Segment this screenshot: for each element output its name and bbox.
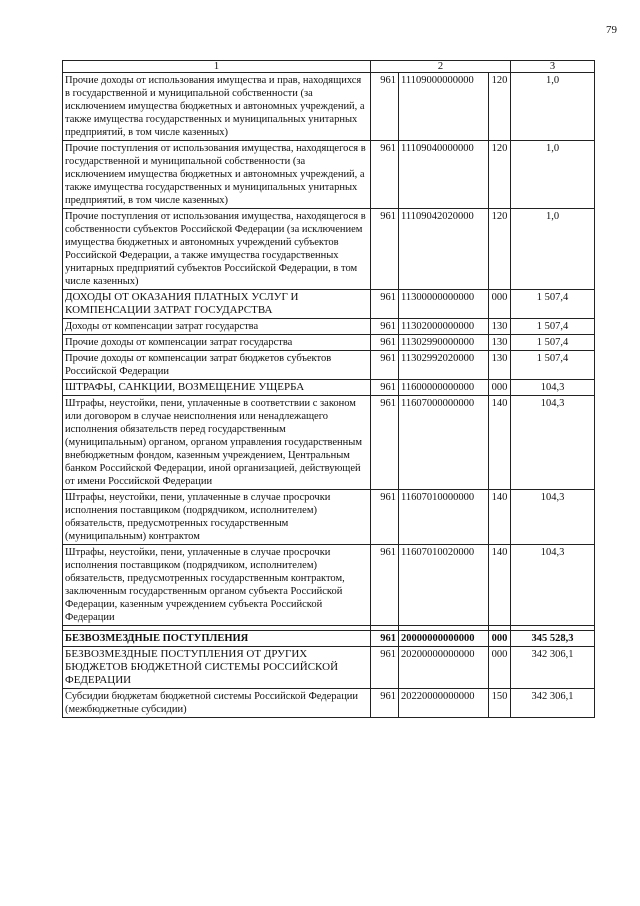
amount: 345 528,3 bbox=[511, 631, 595, 647]
table-row bbox=[63, 209, 595, 290]
row-description: Штрафы, неустойки, пени, уплаченные в случае просрочки исполнения поставщиком (подрядчиком, исполнителем) обязательств, предусмотренных государственным контрактом, заключенным государственным органом субъекта Российской Федерации, казенным учреждением субъекта Российской Федерации bbox=[63, 545, 371, 626]
admin-code: 961 bbox=[371, 290, 399, 319]
admin-code: 961 bbox=[371, 335, 399, 351]
table-row bbox=[63, 631, 595, 647]
admin-code: 961 bbox=[371, 319, 399, 335]
table-row bbox=[63, 335, 595, 351]
row-description: БЕЗВОЗМЕЗДНЫЕ ПОСТУПЛЕНИЯ bbox=[63, 631, 371, 647]
table-row bbox=[63, 290, 595, 319]
table-row bbox=[63, 319, 595, 335]
row-description: Прочие доходы от компенсации затрат бюджетов субъектов Российской Федерации bbox=[63, 351, 371, 380]
table-row bbox=[63, 380, 595, 396]
amount: 104,3 bbox=[511, 380, 595, 396]
kosgu-code: 140 bbox=[489, 396, 511, 490]
kosgu-code: 000 bbox=[489, 647, 511, 689]
admin-code: 961 bbox=[371, 647, 399, 689]
admin-code: 961 bbox=[371, 351, 399, 380]
budget-code: 11607000000000 bbox=[399, 396, 489, 490]
page-number: 79 bbox=[606, 24, 617, 36]
header-col-1: 1 bbox=[63, 61, 371, 73]
kosgu-code: 140 bbox=[489, 545, 511, 626]
amount: 104,3 bbox=[511, 396, 595, 490]
budget-code: 11607010000000 bbox=[399, 490, 489, 545]
amount: 1,0 bbox=[511, 73, 595, 141]
row-description: Прочие поступления от использования имущества, находящегося в собственности субъектов Российской Федерации (за исключением имущества бюджетных и автономных учреждений субъектов Российской Федерации, а также имущества государственных унитарных предприятий субъектов Российской Федерации, в том числе казенных) bbox=[63, 209, 371, 290]
budget-code: 20000000000000 bbox=[399, 631, 489, 647]
header-col-3: 3 bbox=[511, 61, 595, 73]
admin-code: 961 bbox=[371, 396, 399, 490]
row-description: ШТРАФЫ, САНКЦИИ, ВОЗМЕЩЕНИЕ УЩЕРБА bbox=[63, 380, 371, 396]
table-row bbox=[63, 545, 595, 626]
kosgu-code: 000 bbox=[489, 380, 511, 396]
header-col-2: 2 bbox=[371, 61, 511, 73]
budget-code: 11302000000000 bbox=[399, 319, 489, 335]
table-row bbox=[63, 647, 595, 689]
table-row bbox=[63, 689, 595, 718]
row-description: Прочие доходы от использования имущества и прав, находящихся в государственной и муниципальной собственности (за исключением имущества бюджетных и автономных учреждений, а также имущества государственных и муниципальных унитарных предприятий, в том числе казенных) bbox=[63, 73, 371, 141]
row-description: ДОХОДЫ ОТ ОКАЗАНИЯ ПЛАТНЫХ УСЛУГ И КОМПЕНСАЦИИ ЗАТРАТ ГОСУДАРСТВА bbox=[63, 290, 371, 319]
kosgu-code: 120 bbox=[489, 73, 511, 141]
table-row bbox=[63, 351, 595, 380]
admin-code: 961 bbox=[371, 490, 399, 545]
admin-code: 961 bbox=[371, 631, 399, 647]
row-description: Субсидии бюджетам бюджетной системы Российской Федерации (межбюджетные субсидии) bbox=[63, 689, 371, 718]
kosgu-code: 130 bbox=[489, 319, 511, 335]
kosgu-code: 120 bbox=[489, 141, 511, 209]
amount: 342 306,1 bbox=[511, 689, 595, 718]
kosgu-code: 000 bbox=[489, 290, 511, 319]
table-row bbox=[63, 396, 595, 490]
amount: 1 507,4 bbox=[511, 335, 595, 351]
admin-code: 961 bbox=[371, 689, 399, 718]
kosgu-code: 130 bbox=[489, 351, 511, 380]
amount: 1 507,4 bbox=[511, 351, 595, 380]
amount: 342 306,1 bbox=[511, 647, 595, 689]
amount: 1 507,4 bbox=[511, 290, 595, 319]
row-description: Прочие поступления от использования имущества, находящегося в государственной и муниципальной собственности (за исключением имущества бюджетных и автономных учреждений, а также имущества государственных и муниципальных унитарных предприятий, в том числе казенных) bbox=[63, 141, 371, 209]
table-row bbox=[63, 141, 595, 209]
budget-code: 20220000000000 bbox=[399, 689, 489, 718]
budget-code: 11300000000000 bbox=[399, 290, 489, 319]
kosgu-code: 140 bbox=[489, 490, 511, 545]
budget-code: 11302990000000 bbox=[399, 335, 489, 351]
admin-code: 961 bbox=[371, 380, 399, 396]
revenue-table bbox=[62, 60, 595, 718]
kosgu-code: 120 bbox=[489, 209, 511, 290]
budget-code: 11109000000000 bbox=[399, 73, 489, 141]
admin-code: 961 bbox=[371, 209, 399, 290]
amount: 104,3 bbox=[511, 545, 595, 626]
row-description: Штрафы, неустойки, пени, уплаченные в соответствии с законом или договором в случае неисполнения или ненадлежащего исполнения обязательств перед государственным (муниципальным) органом, органом управления государственным внебюджетным фондом, казенным учреждением, Центральным банком Российской Федерации, иной организацией, действующей от имени Российской Федерации bbox=[63, 396, 371, 490]
amount: 1,0 bbox=[511, 209, 595, 290]
budget-code: 11600000000000 bbox=[399, 380, 489, 396]
budget-code: 11607010020000 bbox=[399, 545, 489, 626]
kosgu-code: 150 bbox=[489, 689, 511, 718]
budget-code: 11109042020000 bbox=[399, 209, 489, 290]
row-description: Доходы от компенсации затрат государства bbox=[63, 319, 371, 335]
kosgu-code: 130 bbox=[489, 335, 511, 351]
amount: 104,3 bbox=[511, 490, 595, 545]
amount: 1 507,4 bbox=[511, 319, 595, 335]
table-row bbox=[63, 73, 595, 141]
amount: 1,0 bbox=[511, 141, 595, 209]
admin-code: 961 bbox=[371, 545, 399, 626]
row-description: Штрафы, неустойки, пени, уплаченные в случае просрочки исполнения поставщиком (подрядчиком, исполнителем) обязательств, предусмотренных государственным (муниципальным) контрактом bbox=[63, 490, 371, 545]
budget-code: 11302992020000 bbox=[399, 351, 489, 380]
table-row bbox=[63, 490, 595, 545]
budget-code: 11109040000000 bbox=[399, 141, 489, 209]
budget-code: 20200000000000 bbox=[399, 647, 489, 689]
row-description: Прочие доходы от компенсации затрат государства bbox=[63, 335, 371, 351]
table-header-row bbox=[63, 61, 595, 73]
admin-code: 961 bbox=[371, 141, 399, 209]
kosgu-code: 000 bbox=[489, 631, 511, 647]
row-description: БЕЗВОЗМЕЗДНЫЕ ПОСТУПЛЕНИЯ ОТ ДРУГИХ БЮДЖЕТОВ БЮДЖЕТНОЙ СИСТЕМЫ РОССИЙСКОЙ ФЕДЕРАЦИИ bbox=[63, 647, 371, 689]
admin-code: 961 bbox=[371, 73, 399, 141]
